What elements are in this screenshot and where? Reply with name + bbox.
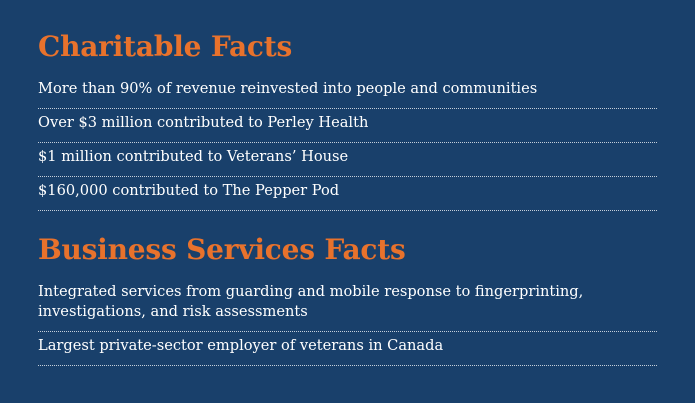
section-title-charitable-facts: Charitable Facts: [38, 30, 293, 63]
list-item: Integrated services from guarding and mobile response to fingerprinting, investigations, and risk assessments: [38, 278, 657, 332]
list-item: More than 90% of revenue reinvested into people and communities: [38, 75, 657, 109]
section-business-services-facts: [38, 235, 657, 366]
list-item: $160,000 contributed to The Pepper Pod: [38, 177, 657, 211]
list-item: Over $3 million contributed to Perley Health: [38, 109, 657, 143]
section-charitable-facts: [38, 32, 657, 211]
list-item: Largest private-sector employer of veterans in Canada: [38, 332, 657, 366]
section-title-business-services-facts: Business Services Facts: [38, 233, 406, 267]
fact-list-business-services: [38, 278, 657, 366]
list-item: $1 million contributed to Veterans’ House: [38, 143, 657, 177]
fact-list-charitable: [38, 75, 657, 212]
